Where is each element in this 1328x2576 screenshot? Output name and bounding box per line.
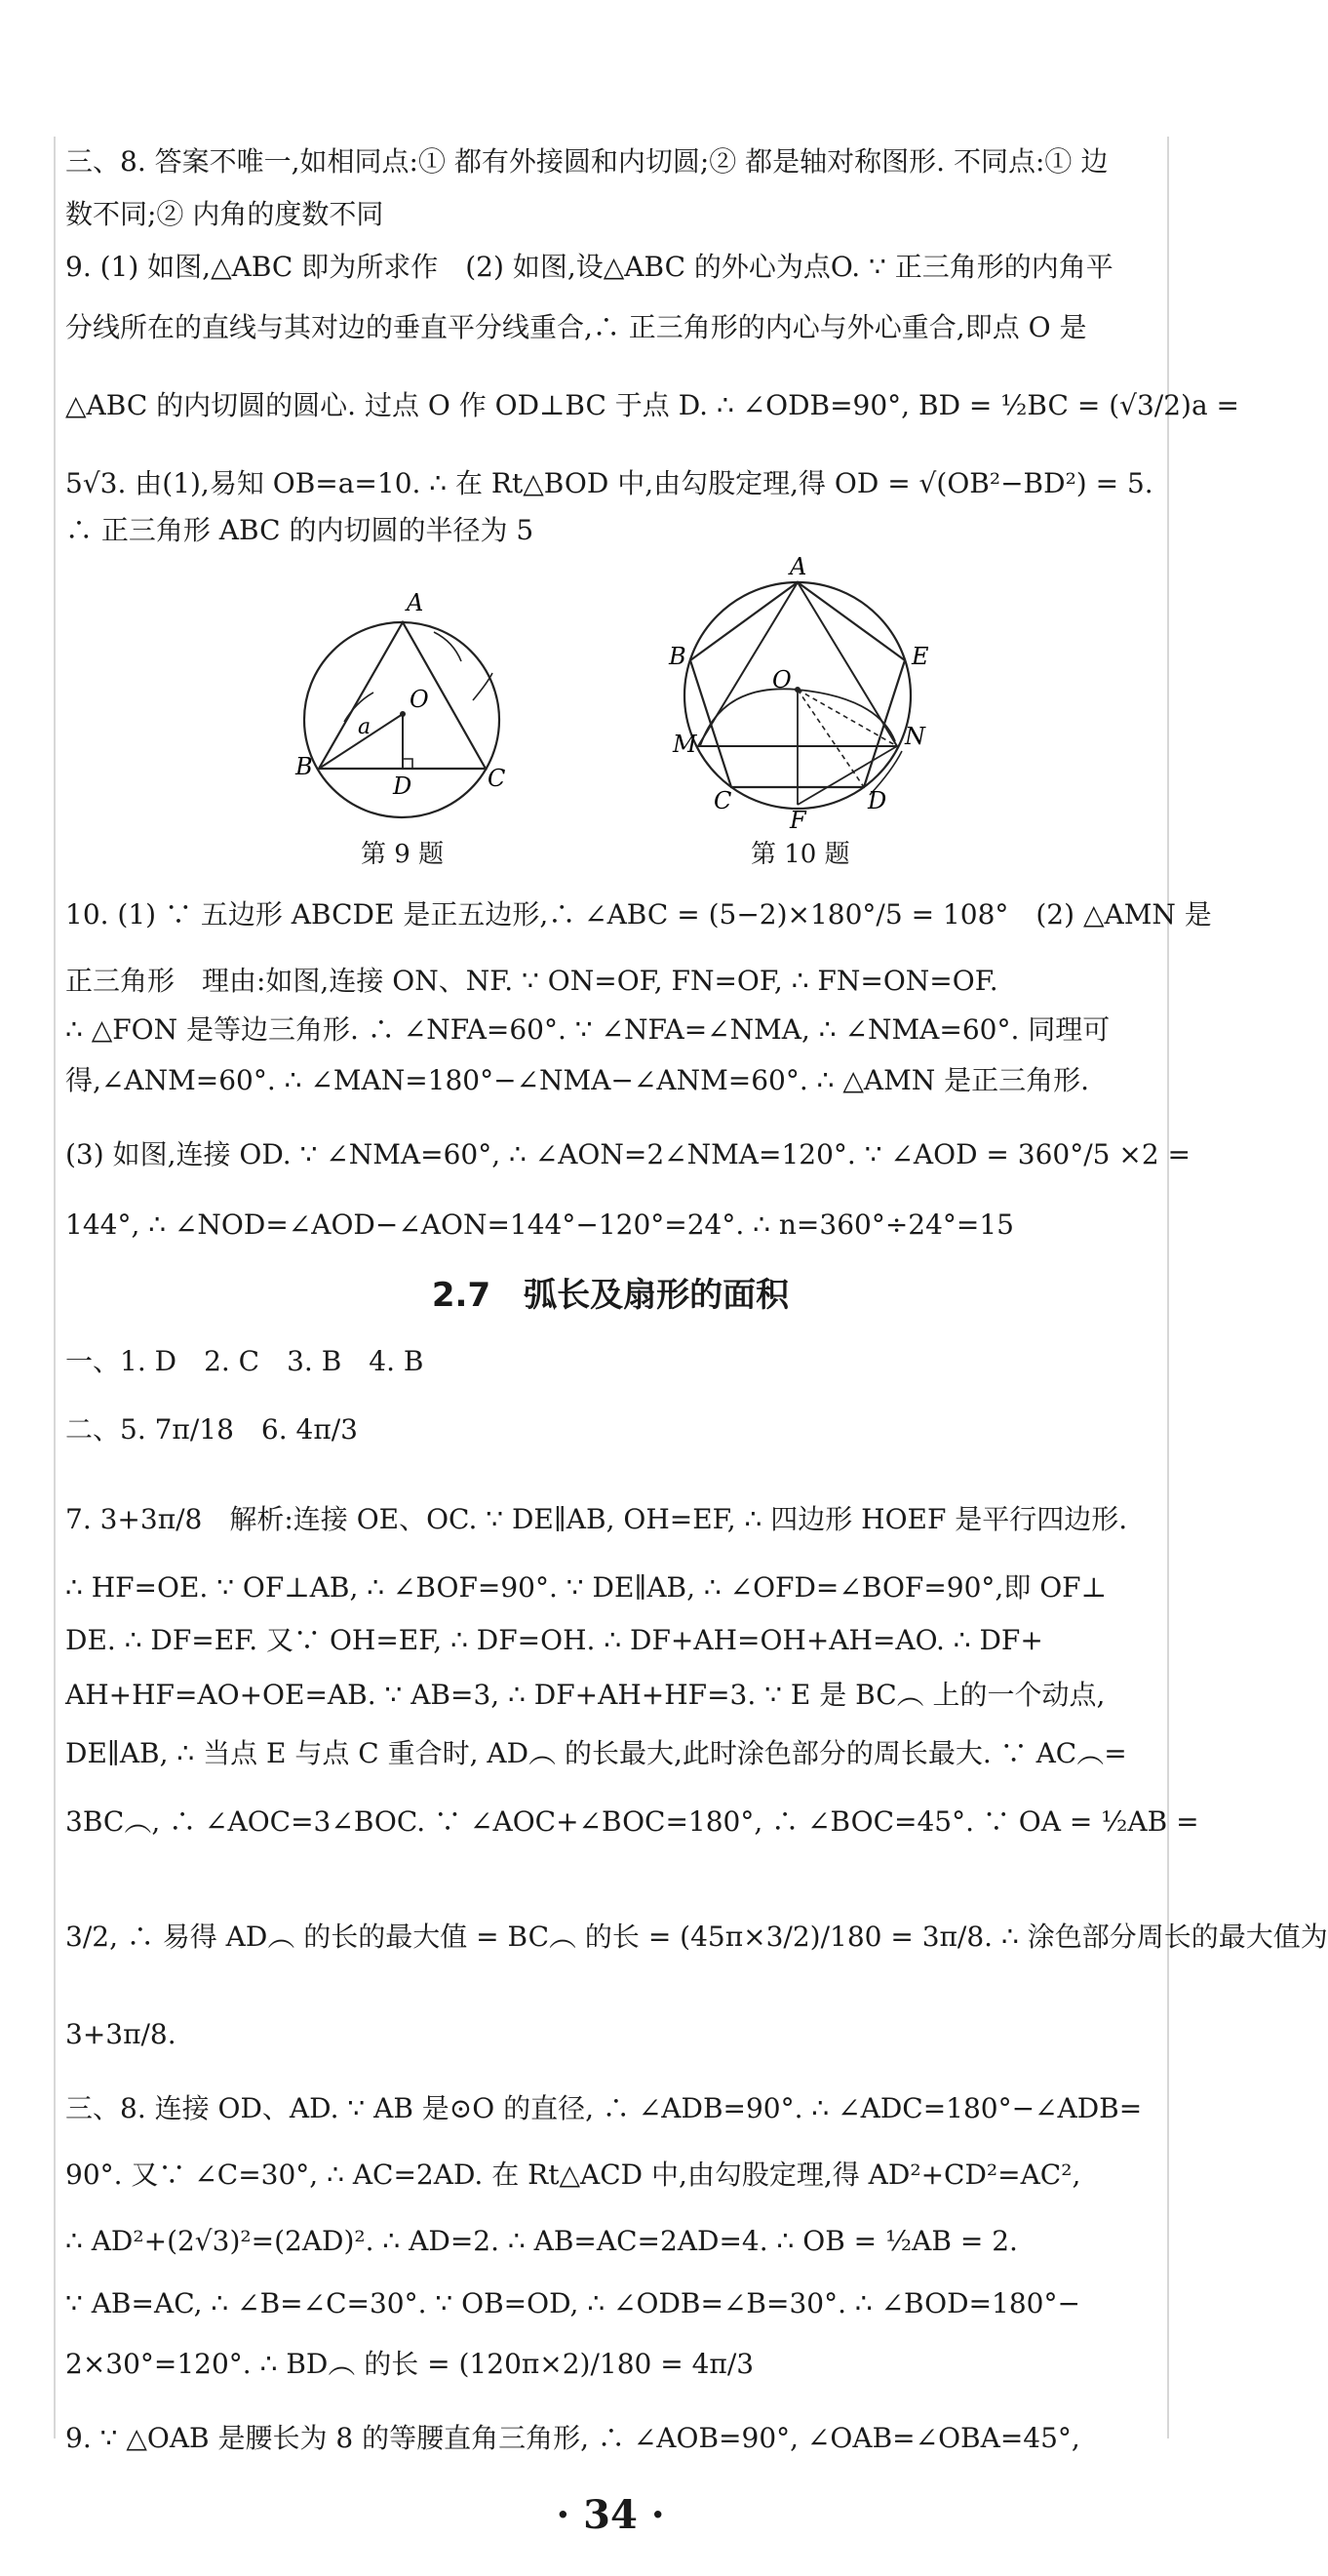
label-n: N — [905, 723, 925, 750]
label-b: B — [669, 643, 686, 670]
label-side-a: a — [358, 715, 371, 739]
text-line: DE. ∴ DF=EF. 又∵ OH=EF, ∴ DF=OH. ∴ DF+AH=OH+AH=AO. ∴ DF+ — [65, 1624, 1043, 1656]
text-line: 三、8. 连接 OD、AD. ∵ AB 是⊙O 的直径, ∴ ∠ADB=90°. ∴ ∠ADC=180°−∠ADB= — [65, 2092, 1143, 2124]
text-line: ∵ AB=AC, ∴ ∠B=∠C=30°. ∵ OB=OD, ∴ ∠ODB=∠B=30°. ∴ ∠BOD=180°− — [65, 2287, 1080, 2319]
text-line: ∴ △FON 是等边三角形. ∴ ∠NFA=60°. ∵ ∠NFA=∠NMA, ∴ ∠NMA=60°. 同理可 — [65, 1013, 1111, 1046]
text-line: 3BC︵, ∴ ∠AOC=3∠BOC. ∵ ∠AOC+∠BOC=180°, ∴ ∠BOC=45°. ∵ OA = ½AB = — [65, 1805, 1199, 1838]
construction-arc — [473, 673, 492, 700]
segment-on — [798, 690, 897, 746]
label-a: A — [407, 589, 424, 616]
section-title: 2.7 弧长及扇形的面积 — [431, 1276, 790, 1315]
text-line: 一、1. D 2. C 3. B 4. B — [65, 1345, 424, 1377]
label-o: O — [410, 686, 429, 713]
text-line: 9. (1) 如图,△ABC 即为所求作 (2) 如图,设△ABC 的外心为点O. ∵ 正三角形的内角平 — [65, 251, 1113, 283]
text-line: 144°, ∴ ∠NOD=∠AOD−∠AON=144°−120°=24°. ∴ n=360°÷24°=15 — [65, 1209, 1014, 1241]
text-line: 9. ∵ △OAB 是腰长为 8 的等腰直角三角形, ∴ ∠AOB=90°, ∠OAB=∠OBA=45°, — [65, 2422, 1080, 2454]
text-line: 正三角形 理由:如图,连接 ON、NF. ∵ ON=OF, FN=OF, ∴ FN=ON=OF. — [65, 965, 998, 997]
label-d: D — [393, 773, 412, 800]
figure-9-diagram — [288, 585, 531, 819]
right-angle-mark — [403, 759, 412, 769]
label-d: D — [868, 787, 887, 814]
text-line: 7. 3+3π/8 解析:连接 OE、OC. ∵ DE∥AB, OH=EF, ∴ 四边形 HOEF 是平行四边形. — [65, 1503, 1128, 1535]
text-line: 2×30°=120°. ∴ BD︵ 的长 = (120π×2)/180 = 4π/3 — [65, 2348, 755, 2380]
text-line: 10. (1) ∵ 五边形 ABCDE 是正五边形,∴ ∠ABC = (5−2)×180°/5 = 108° (2) △AMN 是 — [65, 898, 1212, 931]
label-b: B — [295, 753, 313, 780]
text-line: ∴ HF=OE. ∵ OF⊥AB, ∴ ∠BOF=90°. ∵ DE∥AB, ∴ ∠OFD=∠BOF=90°,即 OF⊥ — [65, 1571, 1107, 1604]
text-line: 5√3. 由(1),易知 OB=a=10. ∴ 在 Rt△BOD 中,由勾股定理,得 OD = √(OB²−BD²) = 5. — [65, 467, 1153, 499]
text-line: 3+3π/8. — [65, 2018, 176, 2050]
label-c: C — [488, 765, 506, 792]
text-line: DE∥AB, ∴ 当点 E 与点 C 重合时, AD︵ 的长最大,此时涂色部分的周长最大. ∵ AC︵= — [65, 1737, 1127, 1769]
figure-10-diagram — [663, 553, 931, 834]
text-line: 分线所在的直线与其对边的垂直平分线重合,∴ 正三角形的内心与外心重合,即点 O 是 — [65, 311, 1087, 343]
label-a: A — [790, 553, 807, 580]
text-line: (3) 如图,连接 OD. ∵ ∠NMA=60°, ∴ ∠AON=2∠NMA=120°. ∵ ∠AOD = 360°/5 ×2 = — [65, 1138, 1191, 1170]
text-line: AH+HF=AO+OE=AB. ∵ AB=3, ∴ DF+AH+HF=3. ∵ E 是 BC︵ 上的一个动点, — [65, 1679, 1106, 1711]
text-line: 3/2, ∴ 易得 AD︵ 的长的最大值 = BC︵ 的长 = (45π×3/2)/180 = 3π/8. ∴ 涂色部分周长的最大值为 — [65, 1921, 1328, 1953]
text-line: 得,∠ANM=60°. ∴ ∠MAN=180°−∠NMA−∠ANM=60°. ∴ △AMN 是正三角形. — [65, 1064, 1090, 1096]
figure-10-caption: 第 10 题 — [751, 840, 850, 869]
construction-arc — [434, 632, 461, 661]
text-line: △ABC 的内切圆的圆心. 过点 O 作 OD⊥BC 于点 D. ∴ ∠ODB=90°, BD = ½BC = (√3/2)a = — [65, 389, 1240, 421]
label-f: F — [790, 807, 806, 834]
text-line: 三、8. 答案不唯一,如相同点:① 都有外接圆和内切圆;② 都是轴对称图形. 不同点:① 边 — [65, 145, 1109, 178]
label-o: O — [772, 666, 792, 694]
text-line: 90°. 又∵ ∠C=30°, ∴ AC=2AD. 在 Rt△ACD 中,由勾股定理,得 AD²+CD²=AC², — [65, 2159, 1081, 2191]
page-number: · 34 · — [556, 2492, 665, 2538]
text-line: 二、5. 7π/18 6. 4π/3 — [65, 1413, 358, 1446]
point-o — [400, 711, 406, 717]
figure-9-caption: 第 9 题 — [361, 840, 445, 869]
label-e: E — [912, 643, 929, 670]
label-m: M — [673, 731, 697, 758]
label-c: C — [714, 787, 732, 814]
text-line: 数不同;② 内角的度数不同 — [65, 198, 384, 230]
text-line: ∴ 正三角形 ABC 的内切圆的半径为 5 — [65, 514, 534, 546]
point-o — [795, 687, 801, 693]
text-line: ∴ AD²+(2√3)²=(2AD)². ∴ AD=2. ∴ AB=AC=2AD=4. ∴ OB = ½AB = 2. — [65, 2225, 1018, 2257]
